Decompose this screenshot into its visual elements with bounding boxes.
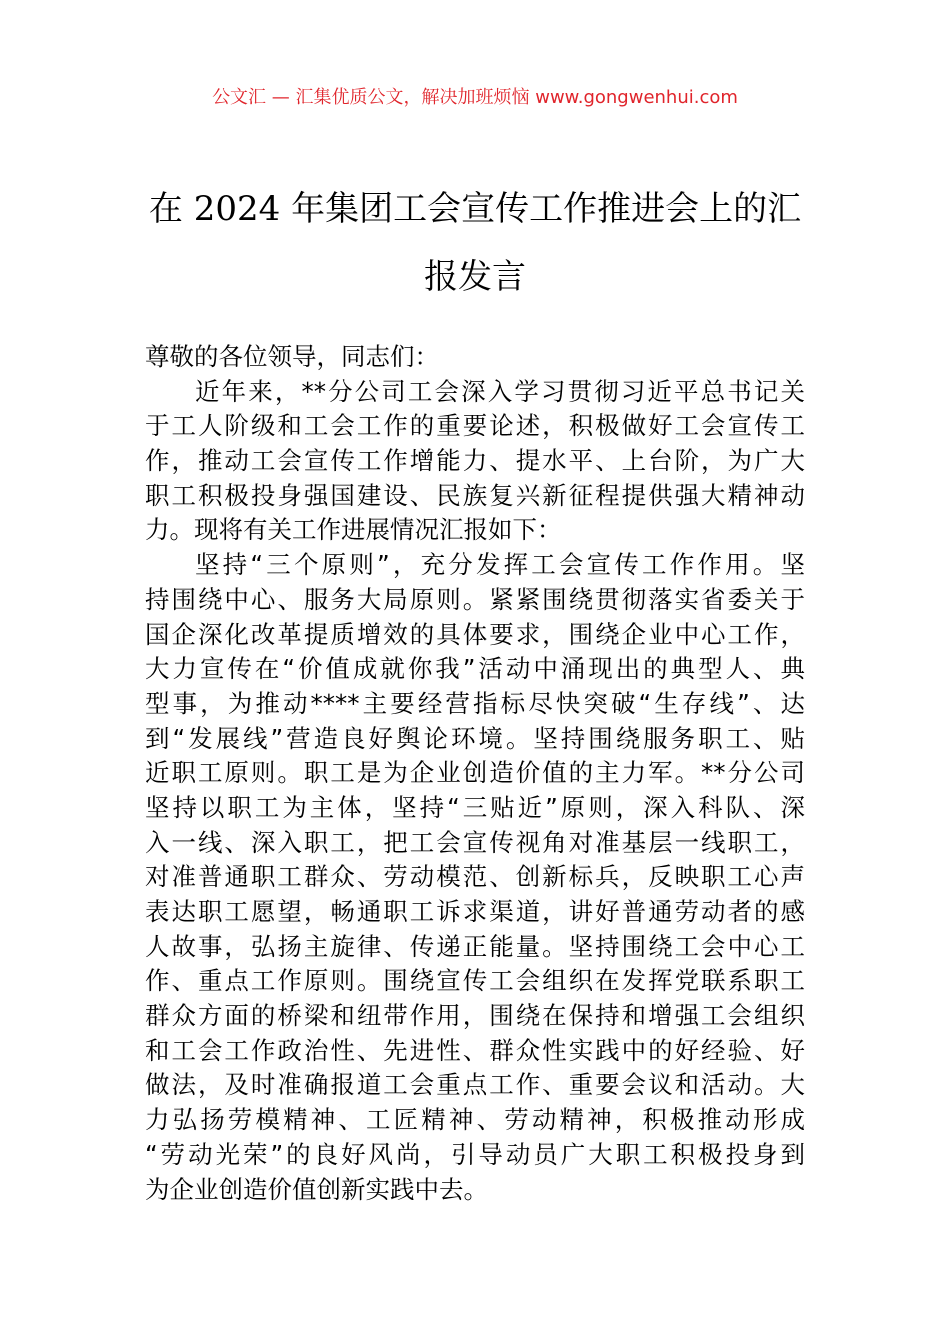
text-line: 持围绕中心、服务大局原则。紧紧围绕贯彻落实省委关于: [145, 584, 805, 614]
watermark-header: 公文汇 — 汇集优质公文，解决加班烦恼 www.gongwenhui.com: [212, 87, 738, 108]
text-line: 表达职工愿望，畅通职工诉求渠道，讲好普通劳动者的感: [145, 897, 805, 926]
document-body: [145, 340, 805, 1207]
text-line: 群众方面的桥梁和纽带作用，围绕在保持和增强工会组织: [145, 1001, 805, 1031]
text-line: 做法，及时准确报道工会重点工作、重要会议和活动。大: [145, 1070, 805, 1100]
text-line: 和工会工作政治性、先进性、群众性实践中的好经验、好: [145, 1035, 805, 1065]
text-line: 国企深化改革提质增效的具体要求，围绕企业中心工作，: [145, 619, 805, 649]
title-line-2: 报发言: [424, 257, 526, 297]
text-line: 近职工原则。职工是为企业创造价值的主力军。**分公司: [145, 758, 805, 788]
title-line-1: 在 2024 年集团工会宣传工作推进会上的汇: [148, 189, 802, 229]
text-line: “劳动光荣”的良好风尚，引导动员广大职工积极投身到: [145, 1139, 805, 1169]
text-line: 大力宣传在“价值成就你我”活动中涌现出的典型人、典: [145, 654, 805, 684]
text-line: 作、重点工作原则。围绕宣传工会组织在发挥党联系职工: [145, 966, 805, 996]
text-line: 人故事，弘扬主旋律、传递正能量。坚持围绕工会中心工: [145, 931, 805, 961]
paragraph: [145, 548, 805, 1207]
text-line: 坚持以职工为主体，坚持“三贴近”原则，深入科队、深: [145, 792, 805, 822]
text-line: 对准普通职工群众、劳动模范、创新标兵，反映职工心声: [145, 862, 805, 892]
salutation: 尊敬的各位领导，同志们：: [145, 342, 439, 371]
text-line: 坚持“三个原则”，充分发挥工会宣传工作作用。坚: [195, 550, 805, 580]
text-line: 职工积极投身强国建设、民族复兴新征程提供强大精神动: [145, 480, 805, 510]
document-title: [140, 175, 810, 311]
text-line: 力。现将有关工作进展情况汇报如下：: [145, 515, 562, 545]
text-line: 近年来，**分公司工会深入学习贯彻习近平总书记关: [195, 376, 805, 406]
text-line: 力弘扬劳模精神、工匠精神、劳动精神，积极推动形成: [145, 1105, 805, 1135]
text-line: 为企业创造价值创新实践中去。: [145, 1174, 488, 1204]
text-line: 于工人阶级和工会工作的重要论述，积极做好工会宣传工: [145, 411, 805, 441]
text-line: 到“发展线”营造良好舆论环境。坚持围绕服务职工、贴: [145, 723, 805, 753]
paragraph: [145, 375, 805, 548]
text-line: 型事，为推动****主要经营指标尽快突破“生存线”、达: [145, 688, 805, 718]
text-line: 入一线、深入职工，把工会宣传视角对准基层一线职工，: [145, 827, 805, 857]
text-line: 作，推动工会宣传工作增能力、提水平、上台阶，为广大: [145, 446, 805, 476]
